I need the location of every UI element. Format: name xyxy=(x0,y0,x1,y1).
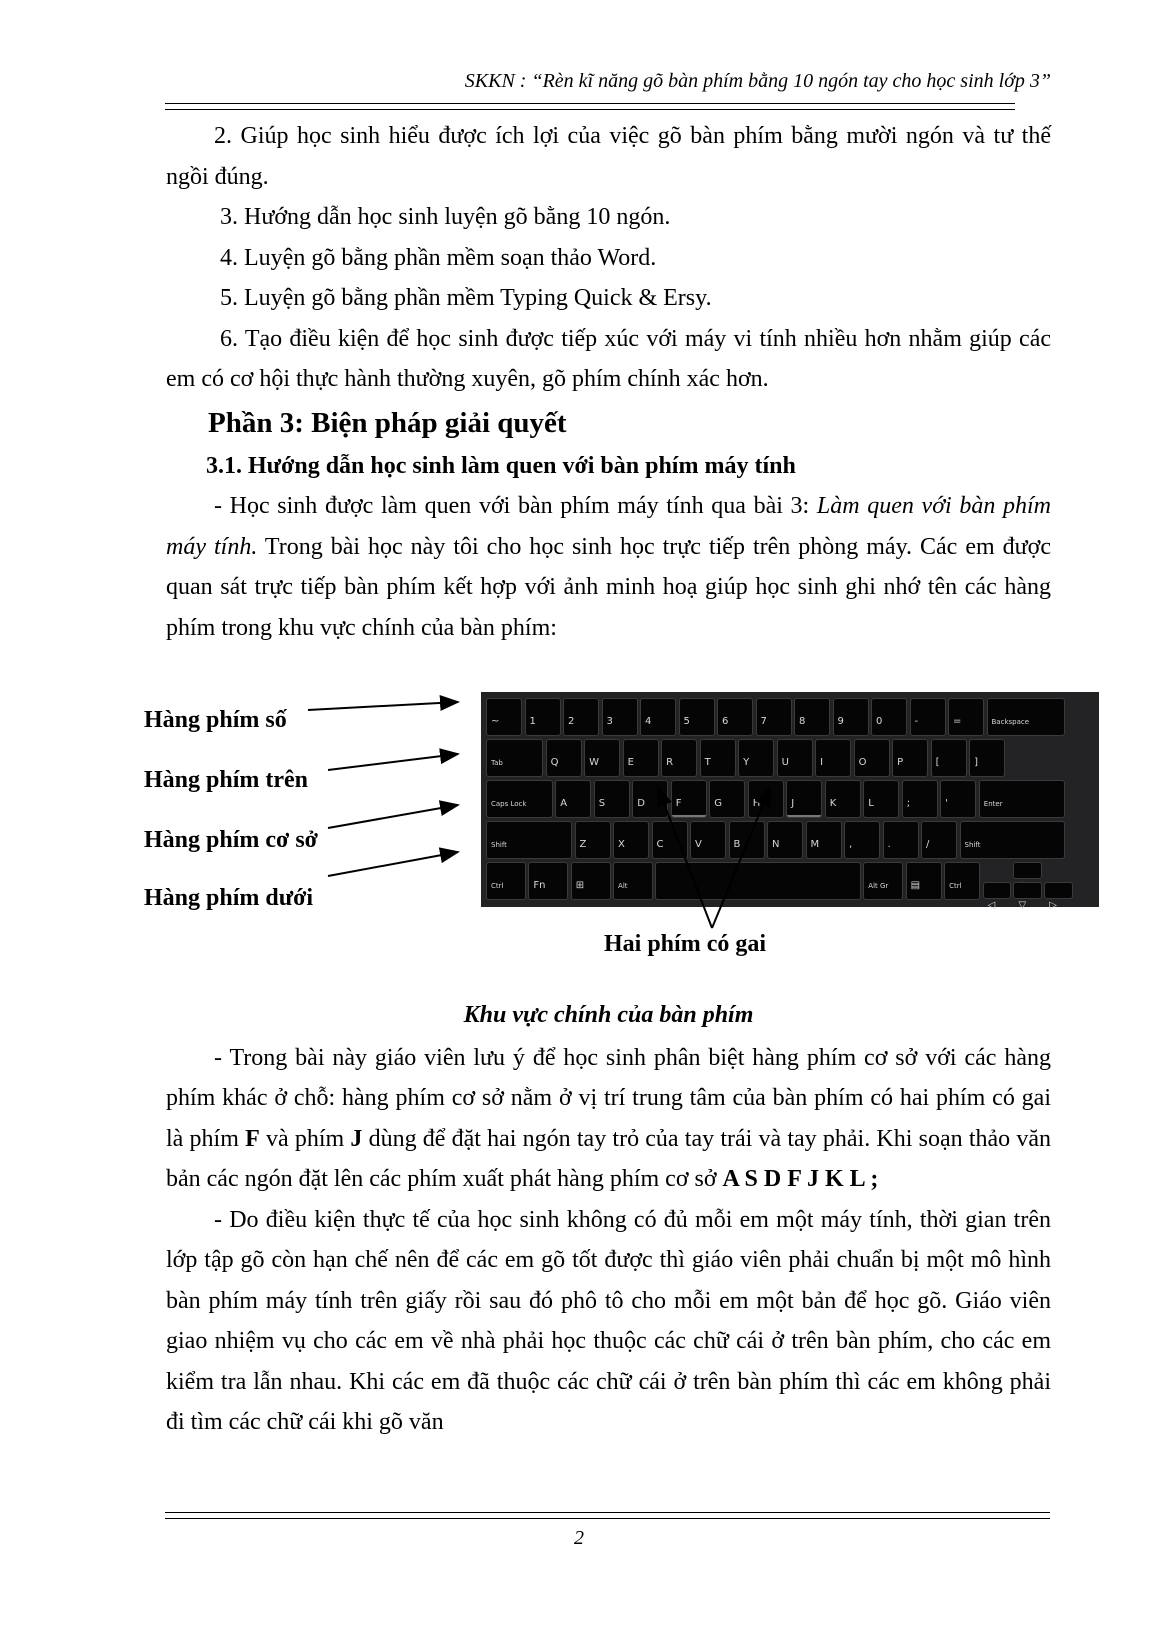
subsection-heading: 3.1. Hướng dẫn học sinh làm quen với bàn phím máy tính xyxy=(206,452,796,479)
section-heading: Phần 3: Biện pháp giải quyết xyxy=(208,406,567,439)
keyboard-key: ◁ xyxy=(983,882,1011,899)
keyboard-key: R xyxy=(661,739,697,777)
keyboard-key: [ xyxy=(931,739,967,777)
keyboard-key: J xyxy=(786,780,822,818)
para2-text-c: dùng để đặt hai ngón tay trỏ của tay trái và tay phải. Khi soạn thảo văn bản các ngón đặt lên các phím xuất phát hàng phím cơ sở xyxy=(166,1125,1051,1192)
keyboard-key: 5 xyxy=(679,698,715,736)
keyboard-key: ▤ xyxy=(906,862,942,900)
keyboard-key: B xyxy=(729,821,765,859)
keyboard-key: 2 xyxy=(563,698,599,736)
keyboard-key: - xyxy=(910,698,946,736)
keyboard-key: D xyxy=(632,780,668,818)
page-number: 2 xyxy=(574,1527,584,1549)
bumps-label: Hai phím có gai xyxy=(604,931,767,957)
keyboard-key: G xyxy=(709,780,745,818)
home-keys: A S D F J K L ; xyxy=(722,1166,879,1192)
keyboard-key: ~ xyxy=(486,698,522,736)
keyboard-key: Backspace xyxy=(987,698,1065,736)
keyboard-key: 6 xyxy=(717,698,753,736)
keyboard-key: 4 xyxy=(640,698,676,736)
keyboard-key: ' xyxy=(940,780,976,818)
keyboard-key: = xyxy=(948,698,984,736)
keyboard-key: Z xyxy=(575,821,611,859)
para2-text-a: - Trong bài này giáo viên lưu ý để học sinh phân biệt hàng phím cơ sở với các hàng phím khác ở chỗ: hàng phím cơ sở nằm ở vị trí trung tâm của bàn phím có hai phím có gai là phím xyxy=(166,1044,1051,1152)
keyboard-key: Q xyxy=(546,739,582,777)
figure-caption: Khu vực chính của bàn phím xyxy=(463,1002,754,1028)
keyboard-key: , xyxy=(844,821,880,859)
keyboard-key: . xyxy=(883,821,919,859)
keyboard-key: Alt Gr xyxy=(863,862,903,900)
list-item-2: 2. Giúp học sinh hiểu được ích lợi của việc gõ bàn phím bằng mười ngón và tư thế ngồi đúng. xyxy=(166,123,1051,190)
keyboard-key: A xyxy=(555,780,591,818)
keyboard-key: I xyxy=(815,739,851,777)
label-bottom-row: Hàng phím dưới xyxy=(144,885,314,911)
keyboard-figure xyxy=(144,648,1057,993)
arrow-home-row xyxy=(328,805,458,828)
keyboard-key: V xyxy=(690,821,726,859)
label-number-row: Hàng phím số xyxy=(144,707,287,733)
lesson-title: Làm quen với bàn phím máy tính. xyxy=(166,493,1051,560)
keyboard-key: S xyxy=(594,780,630,818)
paragraph-paper-model: - Do điều kiện thực tế của học sinh không có đủ mỗi em một máy tính, thời gian trên lớp tập gõ còn hạn chế nên để các em gõ tốt được thì giáo viên phải chuẩn bị một mô hình bàn phím máy tính trên giấy rồi sau đó phô tô cho mỗi em một bản để học gõ. Giáo viên giao nhiệm vụ cho các em về nhà phải học thuộc các chữ cái ở trên bàn phím, cho các em kiểm tra lẫn nhau. Khi các em đã thuộc các chữ cái ở trên bàn phím thì các em không phải đi tìm các chữ cái khi gõ văn xyxy=(166,1206,1051,1435)
keyboard-key: Alt xyxy=(613,862,653,900)
page-header: SKKN : “Rèn kĩ năng gõ bàn phím bằng 10 ngón tay cho học sinh lớp 3” xyxy=(464,70,1051,92)
arrow-top-row xyxy=(328,754,458,770)
keyboard-key: U xyxy=(777,739,813,777)
keyboard-key: X xyxy=(613,821,649,859)
footer-divider xyxy=(165,1512,1050,1519)
intro-text-a: - Học sinh được làm quen với bàn phím máy tính qua bài 3: xyxy=(214,493,817,519)
list-item-6: 6. Tạo điều kiện để học sinh được tiếp xúc với máy vi tính nhiều hơn nhằm giúp các em có cơ hội thực hành thường xuyên, gõ phím chính xác hơn. xyxy=(166,325,1051,392)
label-home-row: Hàng phím cơ sở xyxy=(144,827,318,853)
list-item-5: 5. Luyện gõ bằng phần mềm Typing Quick & Ersy. xyxy=(220,285,712,311)
keyboard-key: Tab xyxy=(486,739,543,777)
keyboard-key: K xyxy=(825,780,861,818)
keyboard-key: 8 xyxy=(794,698,830,736)
intro-text-b: Trong bài học này tôi cho học sinh học trực tiếp trên phòng máy. Các em được quan sát trực tiếp bàn phím kết hợp với ảnh minh hoạ giúp học sinh ghi nhớ tên các hàng phím trong khu vực chính của bàn phím: xyxy=(166,533,1051,641)
arrow-number-row xyxy=(308,702,458,710)
keyboard-key: P xyxy=(892,739,928,777)
keyboard-key: Ctrl xyxy=(486,862,526,900)
page-body xyxy=(144,116,1057,1443)
keyboard-key: Shift xyxy=(486,821,572,859)
keyboard-key: T xyxy=(700,739,736,777)
keyboard-key: ] xyxy=(969,739,1005,777)
arrow-bottom-row xyxy=(328,852,458,876)
list-item-4: 4. Luyện gõ bằng phần mềm soạn thảo Word. xyxy=(220,244,657,271)
keyboard-key: O xyxy=(854,739,890,777)
key-j: J xyxy=(350,1125,363,1152)
keyboard-key: E xyxy=(623,739,659,777)
intro-paragraph xyxy=(166,486,1051,648)
keyboard-key: F xyxy=(671,780,707,818)
key-f: F xyxy=(245,1125,260,1152)
keyboard-key: ; xyxy=(902,780,938,818)
keyboard-key: M xyxy=(806,821,842,859)
header-divider xyxy=(165,103,1015,110)
keyboard-key: Fn xyxy=(528,862,568,900)
keyboard-key: Caps Lock xyxy=(486,780,553,818)
paragraph-home-row xyxy=(166,1038,1051,1200)
keyboard-key: Y xyxy=(738,739,774,777)
keyboard-key: 7 xyxy=(756,698,792,736)
keyboard-key: 9 xyxy=(833,698,869,736)
keyboard-key: Enter xyxy=(979,780,1065,818)
keyboard-key: ⊞ xyxy=(571,862,611,900)
keyboard-key: 1 xyxy=(525,698,561,736)
keyboard-key: L xyxy=(863,780,899,818)
keyboard-key: W xyxy=(584,739,620,777)
keyboard-key: ▽ xyxy=(1013,882,1041,899)
list-item-3: 3. Hướng dẫn học sinh luyện gõ bằng 10 ngón. xyxy=(220,204,671,230)
keyboard-key: N xyxy=(767,821,803,859)
arrow-j-key xyxy=(712,788,770,928)
arrow-f-key xyxy=(658,788,712,928)
keyboard-key: 0 xyxy=(871,698,907,736)
keyboard-key: / xyxy=(921,821,957,859)
keyboard-key: C xyxy=(652,821,688,859)
keyboard-key: 3 xyxy=(602,698,638,736)
keyboard-key: Ctrl xyxy=(944,862,980,900)
para2-text-b: và phím xyxy=(259,1125,351,1152)
keyboard-key: ▷ xyxy=(1044,882,1072,899)
keyboard-key: Shift xyxy=(960,821,1065,859)
label-top-row: Hàng phím trên xyxy=(144,767,309,793)
keyboard-key: H xyxy=(748,780,784,818)
